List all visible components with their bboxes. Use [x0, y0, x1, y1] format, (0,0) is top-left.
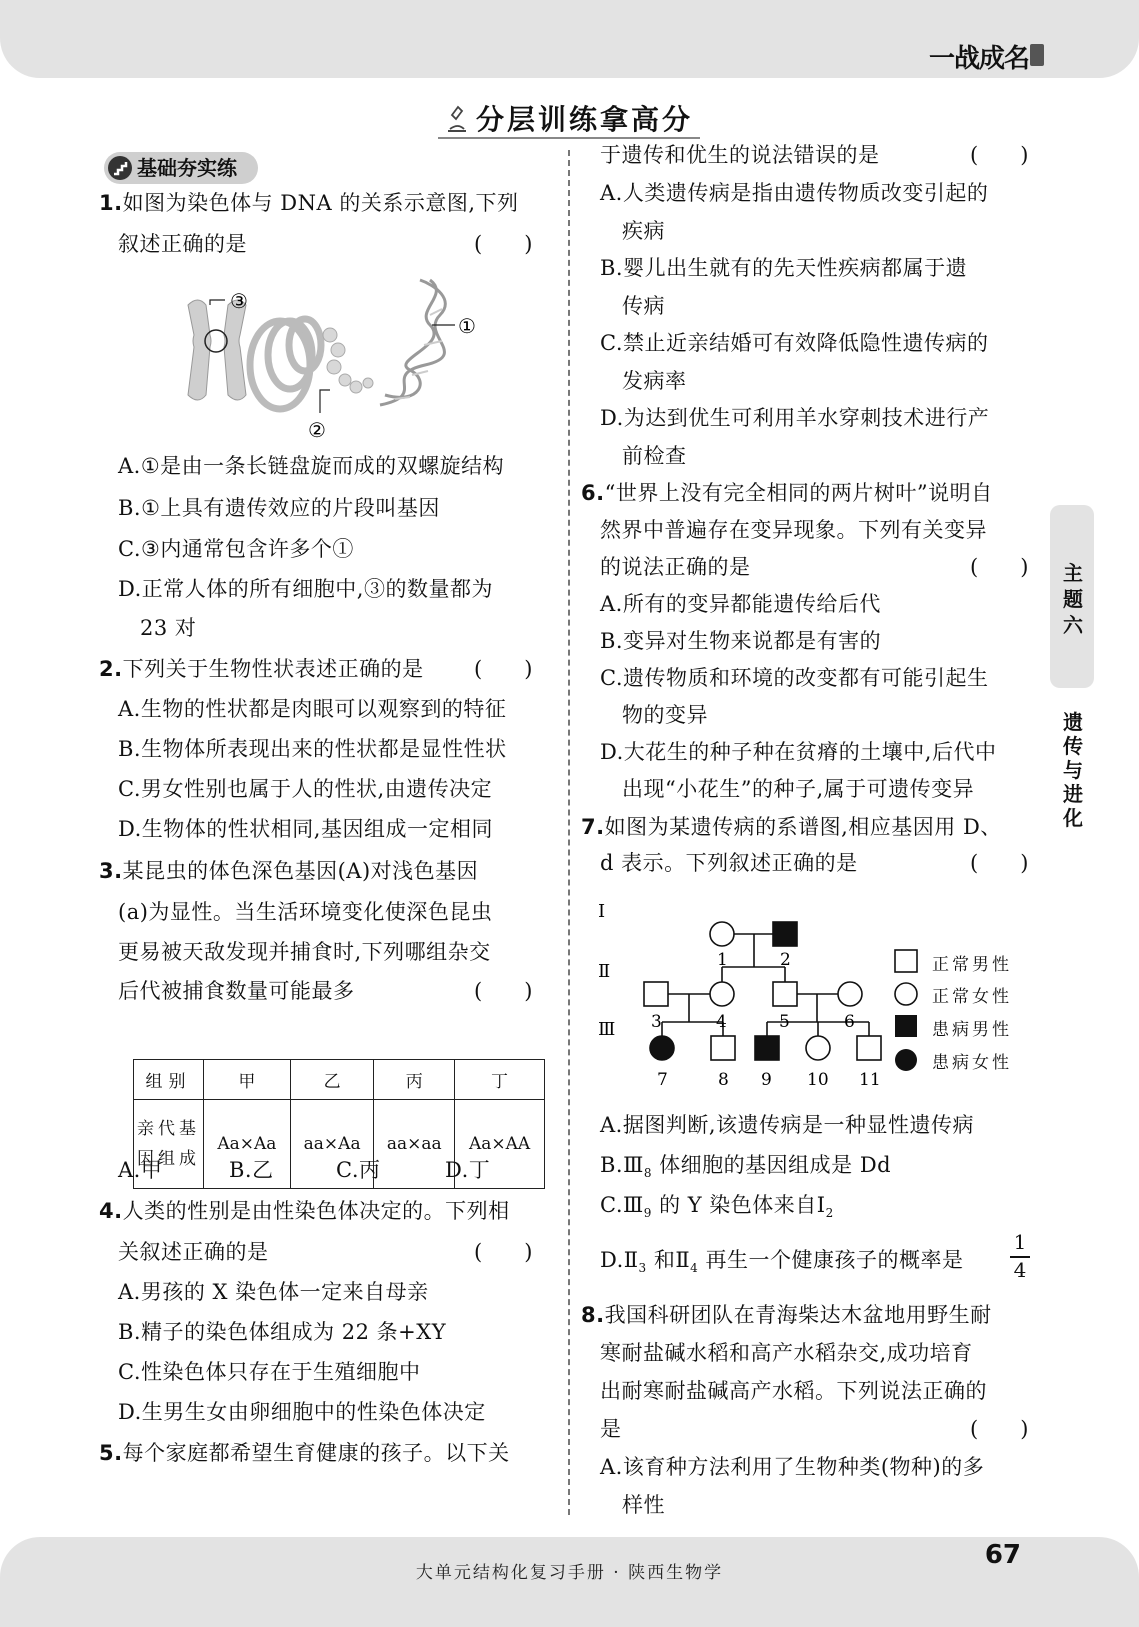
figure-label-1: ① — [458, 314, 476, 338]
q2-option-a: A.生物的性状都是肉眼可以观察到的特征 — [118, 697, 507, 721]
pedigree-number: 7 — [657, 1070, 668, 1090]
generation-label: Ⅱ — [598, 961, 611, 982]
pedigree-number: 10 — [807, 1070, 829, 1090]
pedigree-node-4 — [710, 982, 734, 1006]
q3-option-b: B.乙 — [229, 1158, 274, 1182]
q3-stem-line-2: (a)为显性。当生活环境变化使深色昆虫 — [118, 900, 493, 924]
q7-option-b: $B.Ⅲ_8$ 体细胞的基因组成是 Dd — [600, 1153, 892, 1181]
pedigree-number: 4 — [716, 1012, 727, 1032]
page-number: 67 — [984, 1540, 1021, 1570]
brand-logo: 一战成名 — [928, 44, 1029, 74]
pedigree-node-8 — [711, 1036, 735, 1060]
generation-label: Ⅲ — [598, 1019, 616, 1040]
q1-option-d-cont: 23 对 — [140, 616, 197, 640]
pedigree-number: 5 — [779, 1012, 790, 1032]
figure-label-3: ③ — [230, 289, 248, 313]
legend-affected-male: 患病男性 — [932, 1020, 1012, 1040]
fraction-denominator: 4 — [1013, 1258, 1027, 1282]
q3-option-a: A.甲 — [118, 1158, 163, 1182]
q3-stem-line-1: 3.某昆虫的体色深色基因(A)对浅色基因 — [99, 859, 479, 883]
q2-option-c: C.男女性别也属于人的性状,由遗传决定 — [118, 777, 493, 801]
side-tab-unit: 遗 传 与 进 化 — [1063, 710, 1083, 830]
q2-option-d: D.生物体的性状相同,基因组成一定相同 — [118, 817, 493, 841]
pedigree-node-7 — [650, 1036, 674, 1060]
footer-book-title: 大单元结构化复习手册 · 陕西生物学 — [415, 1563, 724, 1583]
table-cell: aa×aa — [374, 1100, 455, 1189]
table-cell: aa×Aa — [290, 1100, 374, 1189]
figure-label-2: ② — [308, 418, 326, 442]
pedigree-node-9 — [755, 1036, 779, 1060]
q6-stem-line-2: 然界中普遍存在变异现象。下列有关变异 — [600, 518, 987, 542]
legend-normal-male-icon — [895, 950, 917, 972]
q6-option-c-cont: 物的变异 — [622, 703, 708, 727]
pedigree-node-6 — [838, 982, 862, 1006]
q5-answer-blank: ( ) — [970, 143, 1029, 167]
pedigree-number: 3 — [651, 1012, 662, 1032]
q3-answer-blank: ( ) — [474, 979, 533, 1003]
side-tab-topic: 主 题 六 — [1063, 561, 1083, 637]
q7-option-c: $C.Ⅲ_9$ 的 Y 染色体来自$Ⅰ_2$ — [600, 1193, 834, 1221]
section-title-underline — [438, 137, 700, 139]
q3-stem-line-4: 后代被捕食数量可能最多 — [118, 979, 355, 1003]
pedigree-number: 6 — [844, 1012, 855, 1032]
q7-option-a: A.据图判断,该遗传病是一种显性遗传病 — [600, 1113, 975, 1137]
q5-option-d: D.为达到优生可利用羊水穿刺技术进行产 — [600, 406, 990, 430]
q8-stem-line-3: 出耐寒耐盐碱高产水稻。下列说法正确的 — [600, 1379, 987, 1403]
generation-label: Ⅰ — [598, 901, 606, 922]
q4-option-a: A.男孩的 X 染色体一定来自母亲 — [118, 1280, 429, 1304]
pedigree-chart — [598, 901, 900, 1105]
q1-option-c: C.③内通常包含许多个① — [118, 537, 354, 561]
legend-normal-male: 正常男性 — [932, 955, 1012, 975]
table-header-cell: 丁 — [455, 1060, 545, 1100]
q6-option-d-cont: 出现“小花生”的种子,属于可遗传变异 — [622, 777, 975, 801]
q7-answer-blank: ( ) — [970, 851, 1029, 875]
q1-option-d: D.正常人体的所有细胞中,③的数量都为 — [118, 577, 493, 601]
q1-answer-blank: ( ) — [474, 232, 533, 256]
q2-option-b: B.生物体所表现出来的性状都是显性性状 — [118, 737, 507, 761]
fraction-numerator: 1 — [1013, 1230, 1027, 1254]
column-divider — [568, 150, 570, 1515]
pedigree-number: 1 — [717, 950, 728, 970]
pedigree-node-10 — [806, 1036, 830, 1060]
q8-option-a: A.该育种方法利用了生物种类(物种)的多 — [600, 1455, 985, 1479]
legend-affected-male-icon — [895, 1015, 917, 1037]
q5-option-b-cont: 传病 — [622, 294, 665, 318]
section-title: 分层训练拿高分 — [0, 98, 1139, 138]
legend-normal-female-icon — [895, 983, 917, 1005]
pedigree-node-1 — [710, 922, 734, 946]
q3-stem-line-3: 更易被天敌发现并捕食时,下列哪组杂交 — [118, 940, 491, 964]
table-header-cell: 甲 — [204, 1060, 291, 1100]
q7-stem-line-2: d 表示。下列叙述正确的是 — [600, 851, 858, 875]
pedigree-node-2 — [773, 922, 797, 946]
table-header-cell: 组别 — [134, 1060, 204, 1100]
pedigree-node-11 — [857, 1036, 881, 1060]
q4-answer-blank: ( ) — [474, 1240, 533, 1264]
pedigree-number: 2 — [780, 950, 791, 970]
q2-stem: 2.下列关于生物性状表述正确的是 — [99, 657, 424, 681]
q6-option-d: D.大花生的种子种在贫瘠的土壤中,后代中 — [600, 740, 997, 764]
q8-answer-blank: ( ) — [970, 1417, 1029, 1441]
q3-option-c: C.丙 — [336, 1158, 381, 1182]
q4-stem-line-2: 关叙述正确的是 — [118, 1240, 269, 1264]
q8-stem-line-4: 是 — [600, 1417, 622, 1441]
q4-option-c: C.性染色体只存在于生殖细胞中 — [118, 1360, 421, 1384]
q7-option-d: $D.Ⅱ_3$ 和$Ⅱ_4$ 再生一个健康孩子的概率是 — [600, 1248, 964, 1276]
pedigree-number: 11 — [859, 1070, 881, 1090]
q1-option-a: A.①是由一条长链盘旋而成的双螺旋结构 — [118, 454, 505, 478]
q5-option-c-cont: 发病率 — [622, 369, 687, 393]
q5-option-c: C.禁止近亲结婚可有效降低隐性遗传病的 — [600, 331, 989, 355]
q8-stem-line-1: 8.我国科研团队在青海柴达木盆地用野生耐 — [581, 1303, 992, 1327]
q5-option-a: A.人类遗传病是指由遗传物质改变引起的 — [600, 181, 989, 205]
q5-stem-line-1: 5.每个家庭都希望生育健康的孩子。以下关 — [99, 1441, 510, 1465]
legend-affected-female: 患病女性 — [932, 1053, 1012, 1073]
pedigree-node-5 — [773, 982, 797, 1006]
q7-stem-line-1: 7.如图为某遗传病的系谱图,相应基因用 D、 — [581, 815, 1002, 839]
chromosome-dna-figure — [180, 275, 500, 445]
pedigree-number: 9 — [761, 1070, 772, 1090]
q4-stem-line-1: 4.人类的性别是由性染色体决定的。下列相 — [99, 1199, 510, 1223]
q5-option-d-cont: 前检查 — [622, 444, 687, 468]
q4-option-b: B.精子的染色体组成为 22 条+XY — [118, 1320, 447, 1344]
q5-stem-line-2: 于遗传和优生的说法错误的是 — [600, 143, 880, 167]
practice-tag-label: 基础夯实练 — [137, 156, 237, 180]
stairs-icon — [108, 156, 132, 180]
table-header-cell: 丙 — [374, 1060, 455, 1100]
pedigree-node-3 — [644, 982, 668, 1006]
brand-badge-icon — [1030, 44, 1044, 66]
q3-option-d: D.丁 — [445, 1158, 491, 1182]
q2-answer-blank: ( ) — [474, 657, 533, 681]
q8-option-a-cont: 样性 — [622, 1493, 665, 1517]
q1-stem-line-2: 叙述正确的是 — [118, 232, 247, 256]
table-cell: Aa×AA — [455, 1100, 545, 1189]
q6-stem-line-1: 6.“世界上没有完全相同的两片树叶”说明自 — [581, 481, 993, 505]
table-cell: Aa×Aa — [204, 1100, 291, 1189]
pedigree-number: 8 — [718, 1070, 729, 1090]
q4-option-d: D.生男生女由卵细胞中的性染色体决定 — [118, 1400, 486, 1424]
q6-option-c: C.遗传物质和环境的改变都有可能引起生 — [600, 666, 989, 690]
q6-option-a: A.所有的变异都能遗传给后代 — [600, 592, 881, 616]
q6-stem-line-3: 的说法正确的是 — [600, 555, 751, 579]
q5-option-a-cont: 疾病 — [622, 219, 665, 243]
q5-option-b: B.婴儿出生就有的先天性疾病都属于遗 — [600, 256, 968, 280]
q8-stem-line-2: 寒耐盐碱水稻和高产水稻杂交,成功培育 — [600, 1341, 973, 1365]
legend-affected-female-icon — [895, 1049, 917, 1071]
q1-stem-line-1: 1.如图为染色体与 DNA 的关系示意图,下列 — [99, 191, 519, 215]
q1-option-b: B.①上具有遗传效应的片段叫基因 — [118, 496, 440, 520]
microscope-icon — [446, 105, 468, 133]
pedigree-legend-symbols — [893, 948, 923, 1078]
table-row-label: 亲代基 因组成 — [134, 1100, 204, 1189]
q6-answer-blank: ( ) — [970, 555, 1029, 579]
table-header-cell: 乙 — [290, 1060, 374, 1100]
q6-option-b: B.变异对生物来说都是有害的 — [600, 629, 882, 653]
legend-normal-female: 正常女性 — [932, 987, 1012, 1007]
